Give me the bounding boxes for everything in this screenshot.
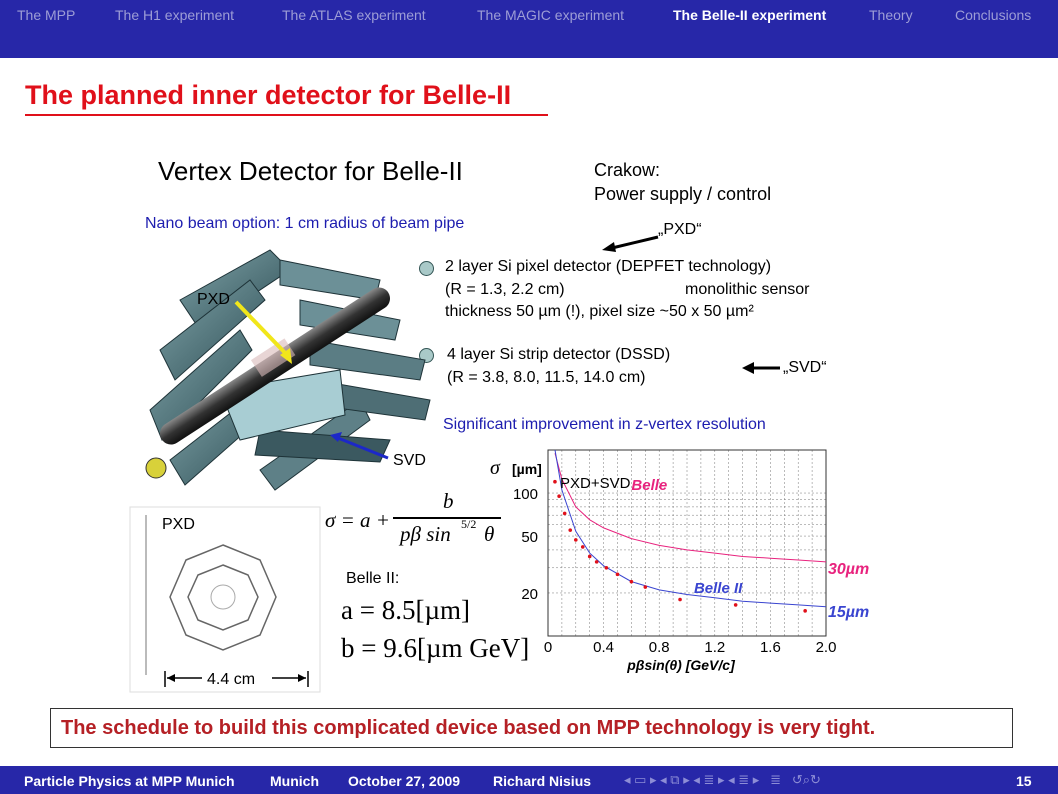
power-supply-label: Power supply / control <box>594 184 772 204</box>
y-tick-label: 20 <box>521 585 538 603</box>
data-point <box>568 528 572 532</box>
slide-title: The planned inner detector for Belle-II <box>25 80 512 110</box>
title-underline <box>25 114 548 116</box>
pxd-quote: „PXD“ <box>658 221 702 238</box>
data-point <box>605 566 609 570</box>
nav-item-atlas[interactable]: The ATLAS experiment <box>282 7 426 23</box>
data-point <box>581 545 585 549</box>
svd-bullet-line2: (R = 3.8, 8.0, 11.5, 14.0 cm) <box>447 369 646 386</box>
svd-quote: „SVD“ <box>783 359 827 376</box>
data-point <box>678 598 682 602</box>
footer-date: October 27, 2009 <box>348 773 461 789</box>
x-axis-label: pβsin(θ) [GeV/c] <box>627 657 735 673</box>
footer-bar <box>0 766 1058 794</box>
data-point <box>588 555 592 559</box>
data-point <box>553 480 557 484</box>
series-label-belle2: Belle II <box>693 579 743 597</box>
annotation-30um: 30µm <box>828 560 870 578</box>
chart-title: PXD+SVD <box>560 475 631 492</box>
x-tick-label: 0 <box>543 639 553 656</box>
resolution-chart <box>480 445 880 685</box>
pxd-cross-section-image <box>128 505 323 695</box>
x-tick-label: 0.8 <box>648 639 670 656</box>
y-axis-unit: [µm] <box>512 461 542 477</box>
section-nav <box>0 0 1058 30</box>
chart-curves <box>555 450 826 607</box>
data-point <box>563 512 567 516</box>
pxd-bullet-line3: thickness 50 µm (!), pixel size ~50 x 50 µm² <box>445 303 754 320</box>
data-point <box>734 603 738 607</box>
formula-theta: θ <box>484 522 495 546</box>
pxd-bullet-line2: (R = 1.3, 2.2 cm) <box>445 281 565 298</box>
svd-bullet-line1: 4 layer Si strip detector (DSSD) <box>447 346 671 363</box>
svd-3d-label: SVD <box>393 452 426 469</box>
nav-item-belle-ii[interactable]: The Belle-II experiment <box>673 7 827 23</box>
belle-ii-params-label: Belle II: <box>346 570 400 587</box>
formula-exponent: 5/2 <box>461 517 477 531</box>
y-tick-label: 50 <box>521 529 538 547</box>
footer-page-number: 15 <box>1016 773 1032 789</box>
figure-heading: Vertex Detector for Belle-II <box>158 156 463 186</box>
pxd-arrow-icon <box>600 232 660 252</box>
pxd-bullet-sensor: monolithic sensor <box>685 281 810 298</box>
formula-denominator: pβ sin <box>400 522 451 546</box>
callout-text: The schedule to build this complicated device based on MPP technology is very tight. <box>61 717 876 739</box>
improvement-note: Significant improvement in z-vertex resolution <box>443 416 766 433</box>
param-a: a = 8.5[µm] <box>341 595 471 625</box>
y-axis-symbol: σ <box>490 457 500 479</box>
data-point <box>574 538 578 542</box>
dimension-label: 4.4 cm <box>207 671 256 688</box>
data-point <box>644 585 648 589</box>
data-point <box>616 573 620 577</box>
series-line-1 <box>555 450 826 607</box>
chart-labels <box>490 457 869 673</box>
formula-numerator: b <box>443 489 454 513</box>
annotation-15um: 15µm <box>828 603 870 621</box>
data-point <box>803 609 807 613</box>
nav-item-theory[interactable]: Theory <box>869 7 913 23</box>
pxd-cross-label: PXD <box>162 516 195 533</box>
data-point <box>630 580 634 584</box>
pxd-3d-label: PXD <box>197 291 230 308</box>
nav-item-magic[interactable]: The MAGIC experiment <box>477 7 625 23</box>
x-tick-label: 1.2 <box>704 639 726 656</box>
x-tick-label: 2.0 <box>815 639 837 656</box>
header-bar <box>0 0 1058 58</box>
schedule-callout <box>50 708 1013 748</box>
footer-author: Richard Nisius <box>493 773 592 789</box>
svd-arrow-icon <box>742 361 782 375</box>
series-label-belle: Belle <box>631 477 668 495</box>
footer-talk-title: Particle Physics at MPP Munich <box>24 773 235 789</box>
crakow-label: Crakow: <box>594 160 661 180</box>
data-point <box>595 560 599 564</box>
nav-controls-icon[interactable]: ◂ ▭ ▸ ◂ ⧉ ▸ ◂ ≣ ▸ ◂ ≣ ▸ ≣ ↺⌕↻ <box>624 772 821 787</box>
nav-item-the-mpp[interactable]: The MPP <box>17 7 76 23</box>
data-point <box>557 494 561 498</box>
nano-beam-note: Nano beam option: 1 cm radius of beam pipe <box>145 215 465 232</box>
x-tick-label: 0.4 <box>593 639 615 656</box>
footer-place: Munich <box>270 773 319 789</box>
param-b: b = 9.6[µm GeV] <box>341 633 530 663</box>
formula-sigma: σ = a + <box>325 508 390 532</box>
y-tick-label: 100 <box>512 486 538 504</box>
series-line-0 <box>555 453 826 562</box>
x-tick-label: 1.6 <box>759 639 781 656</box>
nav-item-conclusions[interactable]: Conclusions <box>955 7 1032 23</box>
nav-item-h1[interactable]: The H1 experiment <box>115 7 235 23</box>
pxd-bullet-line1: 2 layer Si pixel detector (DEPFET technology) <box>445 258 772 275</box>
